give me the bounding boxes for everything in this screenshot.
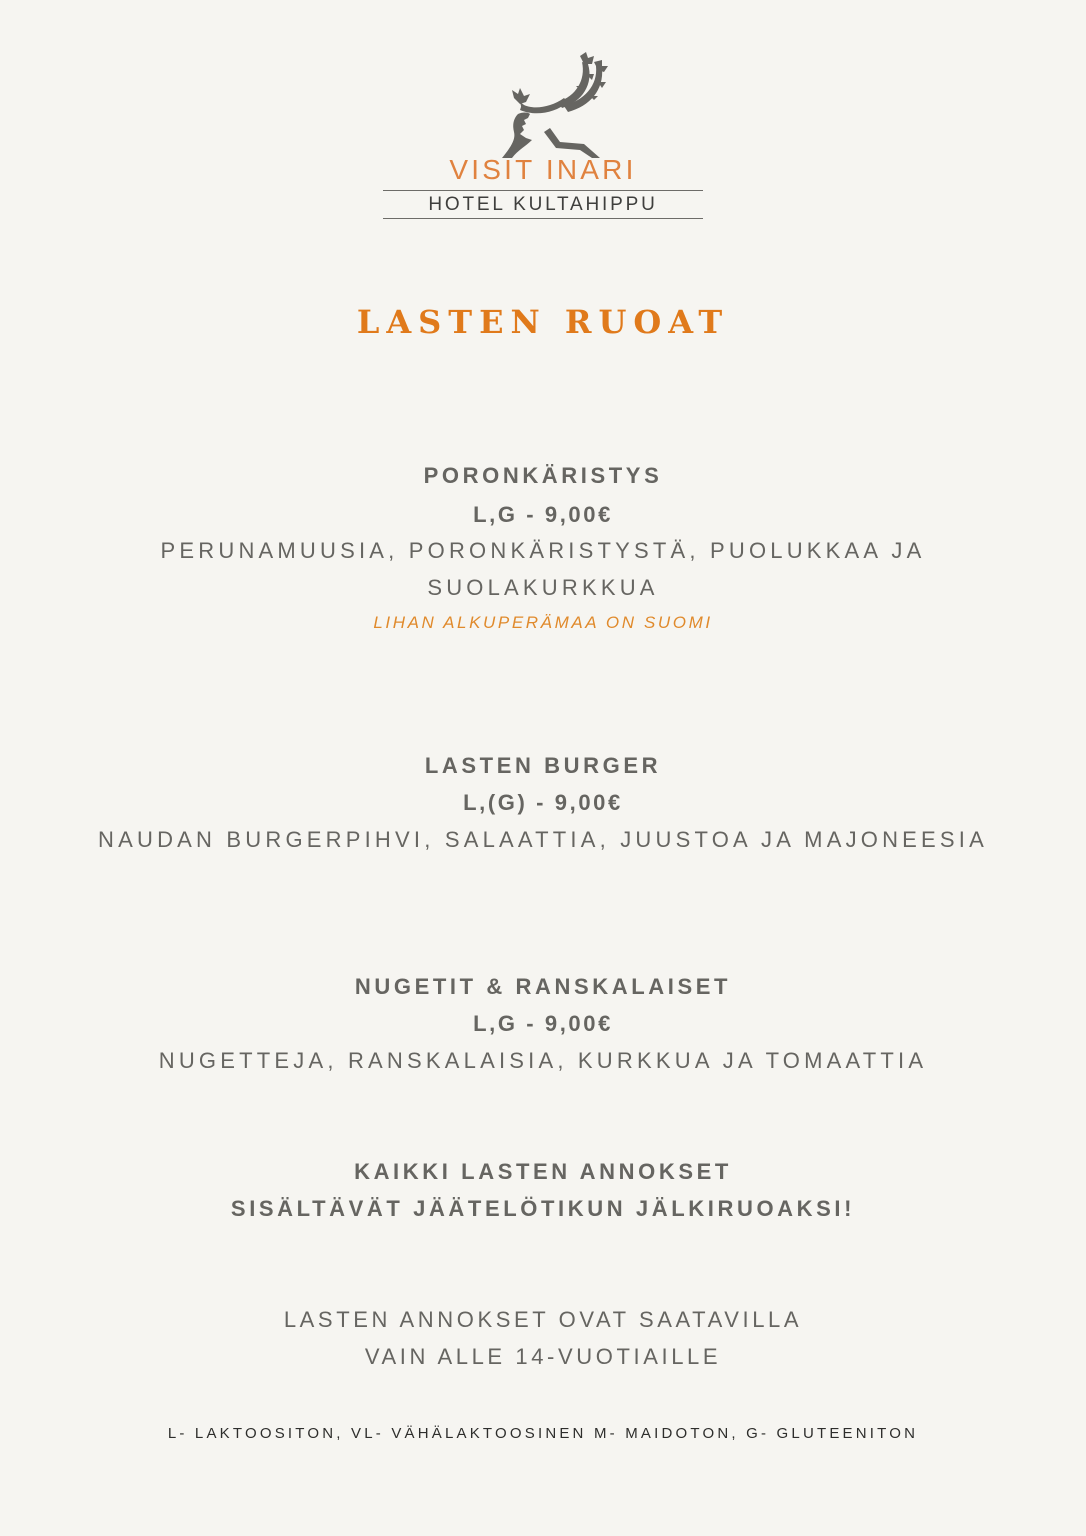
- item-description: NAUDAN BURGERPIHVI, SALAATTIA, JUUSTOA JA MAJONEESIA: [98, 827, 988, 852]
- item-description: PERUNAMUUSIA, PORONKÄRISTYSTÄ, PUOLUKKAA JA: [160, 538, 926, 563]
- item-price: L,(G) - 9,00€: [463, 790, 623, 815]
- logo-hotel-name: HOTEL KULTAHIPPU: [428, 194, 658, 215]
- logo-divider-bottom: [383, 218, 703, 219]
- item-origin-note: LIHAN ALKUPERÄMAA ON SUOMI: [373, 613, 713, 632]
- dessert-note-line: SISÄLTÄVÄT JÄÄTELÖTIKUN JÄLKIRUOAKSI!: [230, 1196, 856, 1221]
- item-name: PORONKÄRISTYS: [423, 463, 663, 488]
- diet-legend: L- LAKTOOSITON, VL- VÄHÄLAKTOOSINEN M- MAIDOTON, G- GLUTEENITON: [167, 1425, 919, 1442]
- logo-brand-name: VISIT INARI: [449, 154, 637, 185]
- dessert-note-line: KAIKKI LASTEN ANNOKSET: [354, 1159, 732, 1184]
- item-name: NUGETIT & RANSKALAISET: [354, 974, 732, 999]
- age-note-line: VAIN ALLE 14-VUOTIAILLE: [364, 1344, 722, 1369]
- item-description: SUOLAKURKKUA: [427, 575, 659, 600]
- logo-divider-top: [383, 190, 703, 191]
- item-price: L,G - 9,00€: [473, 1011, 613, 1036]
- item-name: LASTEN BURGER: [424, 753, 662, 778]
- age-note-line: LASTEN ANNOKSET OVAT SAATAVILLA: [283, 1307, 803, 1332]
- page-title: LASTEN RUOAT: [356, 303, 730, 341]
- item-price: L,G - 9,00€: [473, 502, 613, 527]
- reindeer-antler-face-icon: [498, 52, 610, 158]
- item-description: NUGETTEJA, RANSKALAISIA, KURKKUA JA TOMAATTIA: [158, 1048, 928, 1073]
